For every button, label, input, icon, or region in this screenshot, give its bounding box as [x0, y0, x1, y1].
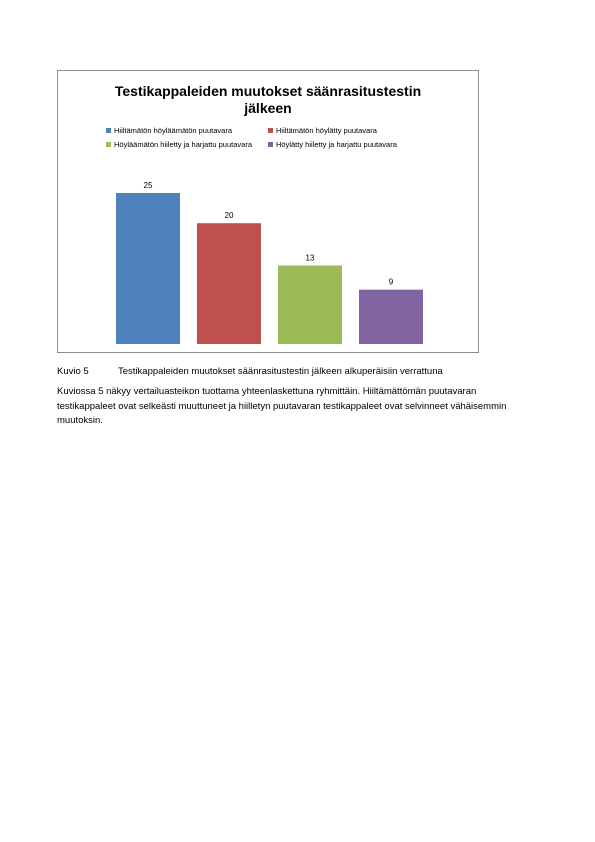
bar-value-label: 13: [305, 253, 315, 263]
bar-chart-plot: [58, 71, 478, 352]
chart-title-line-2: jälkeen: [244, 100, 292, 116]
bar-2: [197, 223, 261, 344]
legend-label: Höyläämätön hiiletty ja harjattu puutavara: [114, 140, 252, 149]
figure-caption: [57, 366, 443, 378]
bar-3: [278, 265, 342, 344]
chart-title-line-1: Testikappaleiden muutokset säänrasitustestin: [114, 83, 422, 99]
caption-text: Testikappaleiden muutokset säänrasitustestin jälkeen alkuperäisiin verrattuna: [118, 366, 443, 377]
bar-value-label: 9: [388, 277, 394, 287]
chart-frame: [57, 70, 479, 353]
caption-label: Kuvio 5: [57, 366, 89, 377]
bar-4: [359, 290, 423, 344]
bar-value-label: 25: [143, 181, 153, 190]
body-paragraph: Kuviossa 5 näkyy vertailuasteikon tuottama yhteenlaskettuna ryhmittäin. Hiiltämättömän puutavaran testikappaleet ovat selkeästi muuttuneet ja hiilletyn puutavaran testikappaleet ovat selvinneet vähäisemmin muutoksin.: [57, 386, 507, 426]
bar-1: [116, 193, 180, 344]
legend-label: Hiiltämätön höyläämätön puutavara: [114, 126, 232, 135]
legend-label: Höylätty hiiletty ja harjattu puutavara: [276, 140, 397, 149]
legend-label: Hiiltämätön höylätty puutavara: [276, 126, 377, 135]
bar-value-label: 20: [224, 211, 234, 221]
